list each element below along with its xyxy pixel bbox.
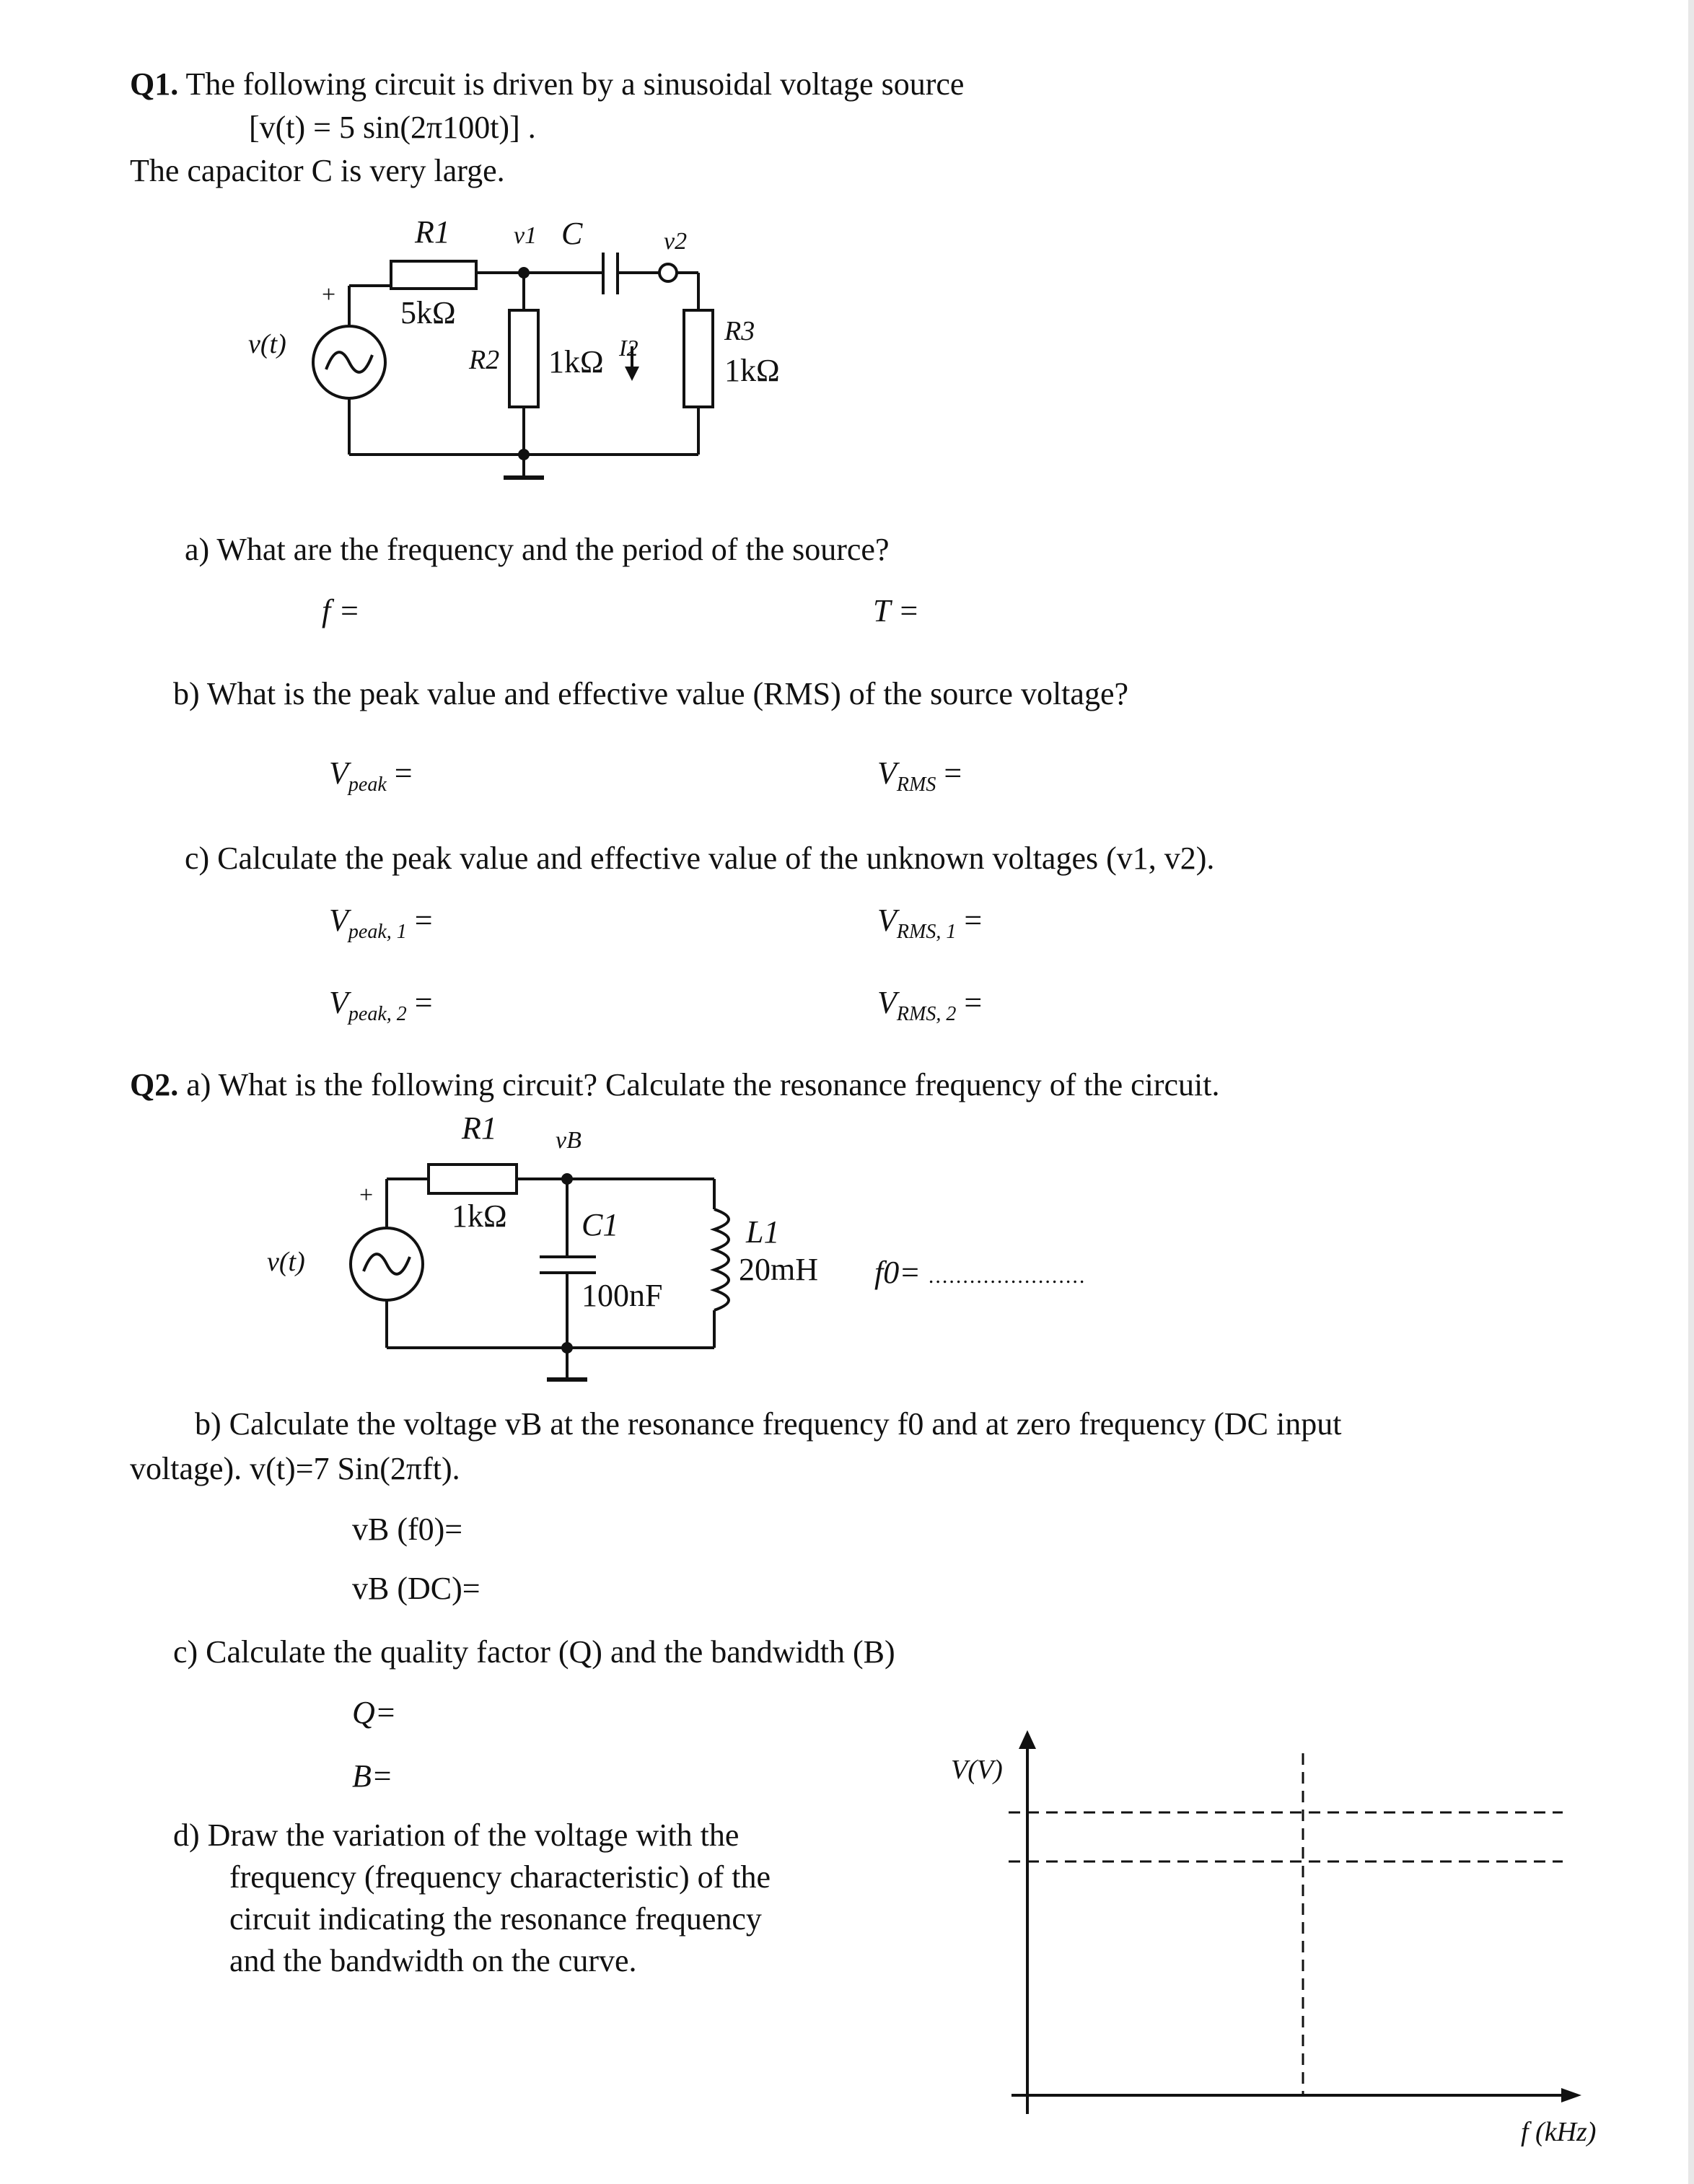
q2d-question-3: circuit indicating the resonance frequency: [229, 1901, 762, 1937]
q2b-question-line1: b) Calculate the voltage vB at the resonance frequency f0 and at zero frequency (DC input: [195, 1406, 1342, 1442]
q1c-vrms1: $V_{RMS, 1}$ =: [877, 903, 983, 943]
q1-r3-label: R3: [724, 316, 755, 346]
q2c-q-label: Q=: [352, 1695, 397, 1730]
q1b-vrms: $V_{RMS}$ =: [877, 755, 962, 796]
q1c-vpeak1: $V_{peak, 1}$ =: [329, 903, 433, 943]
q1-r1-value: 5kΩ: [400, 295, 456, 330]
q2-l1-value: 20mH: [739, 1252, 818, 1287]
q2b-question-line2: voltage). v(t)=7 Sin(2πft).: [130, 1451, 460, 1486]
q1-r1-label: R1: [415, 214, 450, 250]
q1-c-label: C: [561, 216, 583, 251]
q1a-f-label: f =: [322, 593, 360, 628]
q2b-vb-dc: vB (DC)=: [352, 1571, 480, 1606]
q1-r2-value: 1kΩ: [548, 344, 604, 380]
q2-l1-label: L1: [746, 1214, 780, 1250]
page-edge: [1688, 0, 1694, 2184]
q2-c1-value: 100nF: [582, 1278, 663, 1313]
q1-r2-label: R2: [469, 345, 500, 375]
q2-c1-label: C1: [582, 1207, 619, 1242]
q1-i2-label: I2: [619, 335, 638, 361]
q1-v1-label: v1: [514, 222, 537, 249]
q2-vb-label: vB: [556, 1127, 582, 1154]
graph-x-arrow: [1561, 2088, 1581, 2102]
q1-equation: [v(t) = 5 sin(2π100t)] .: [249, 110, 536, 145]
q1c-question: c) Calculate the peak value and effective value of the unknown voltages (v1, v2).: [185, 841, 1215, 876]
q1-intro: The following circuit is driven by a sinusoidal voltage source: [185, 66, 965, 102]
q2d-question-2: frequency (frequency characteristic) of the: [229, 1859, 771, 1895]
q2-f0-label: f0=: [874, 1255, 921, 1290]
graph-y-label: V(V): [951, 1755, 1003, 1785]
q2-source-label: v(t): [267, 1247, 305, 1277]
q2c-b-label: B=: [352, 1758, 393, 1794]
graph-x-label: f (kHz): [1521, 2117, 1597, 2147]
q2-source-plus: +: [359, 1182, 374, 1209]
q2-r1-label: R1: [462, 1110, 497, 1146]
q2a-question: a) What is the following circuit? Calculate the resonance frequency of the circuit.: [186, 1067, 1220, 1102]
q1-v2-label: v2: [664, 228, 688, 255]
q1-source-label: v(t): [248, 329, 286, 359]
q1-capacitor-note: The capacitor C is very large.: [130, 153, 505, 188]
q1b-vpeak: $V_{peak}$ =: [329, 755, 413, 796]
q1-number: Q1.: [130, 66, 179, 102]
q1-r3-value: 1kΩ: [724, 353, 780, 388]
q2c-question: c) Calculate the quality factor (Q) and the bandwidth (B): [173, 1634, 895, 1670]
q2-number: Q2.: [130, 1067, 179, 1102]
q1-source-plus: +: [322, 281, 336, 308]
q1b-question: b) What is the peak value and effective value (RMS) of the source voltage?: [173, 676, 1128, 711]
q2d-question-4: and the bandwidth on the curve.: [229, 1943, 637, 1978]
q1a-t-label: T =: [873, 593, 920, 628]
q1c-vpeak2: $V_{peak, 2}$ =: [329, 985, 433, 1025]
q2-r1-value: 1kΩ: [452, 1198, 507, 1234]
q2d-question-1: d) Draw the variation of the voltage with the: [173, 1817, 740, 1853]
graph-y-arrow: [1019, 1730, 1036, 1749]
q2b-vb-f0: vB (f0)=: [352, 1512, 463, 1547]
q2-f0-dots: .......................: [928, 1264, 1087, 1288]
q1c-vrms2: $V_{RMS, 2}$ =: [877, 985, 983, 1025]
q1a-question: a) What are the frequency and the period of the source?: [185, 532, 890, 567]
